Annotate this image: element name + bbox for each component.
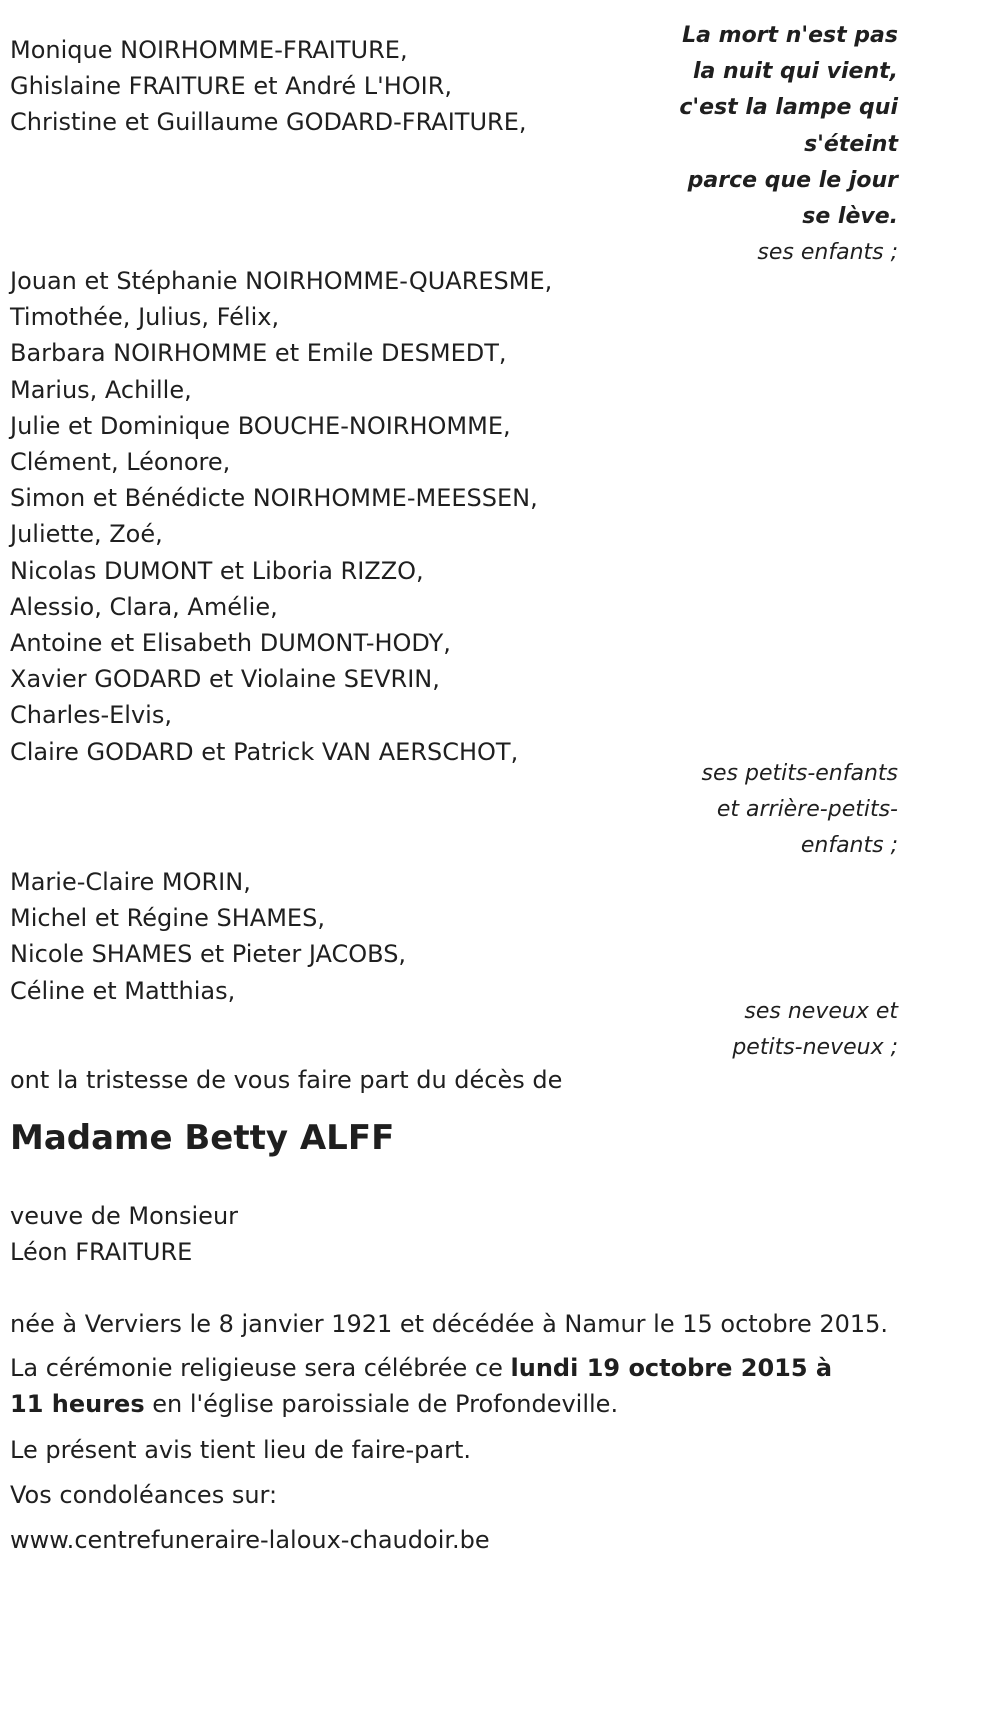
- list-item: Nicolas DUMONT et Liboria RIZZO,: [10, 556, 424, 585]
- list-item: Michel et Régine SHAMES,: [10, 904, 325, 933]
- grandchildren-list: [10, 263, 552, 770]
- ceremony-suffix: en l'église paroissiale de Profondeville.: [144, 1390, 619, 1418]
- list-item: Timothée, Julius, Félix,: [10, 303, 280, 332]
- announcement-intro: ont la tristesse de vous faire part du décès de: [10, 1066, 563, 1094]
- list-item: Monique NOIRHOMME-FRAITURE,: [10, 36, 408, 64]
- widow-of-line: veuve de Monsieur: [10, 1202, 239, 1230]
- list-item: Simon et Bénédicte NOIRHOMME-MEESSEN,: [10, 484, 538, 513]
- list-item: Marius, Achille,: [10, 375, 192, 404]
- notice: Le présent avis tient lieu de faire-part.: [10, 1436, 472, 1464]
- list-item: Alessio, Clara, Amélie,: [10, 592, 278, 621]
- poem-line: c'est la lampe qui: [679, 95, 898, 121]
- label-line: enfants ;: [800, 833, 898, 859]
- list-item: Ghislaine FRAITURE et André L'HOIR,: [10, 72, 453, 101]
- list-item: Barbara NOIRHOMME et Emile DESMEDT,: [10, 339, 507, 368]
- children-label: ses enfants ;: [757, 240, 898, 266]
- birth-death: née à Verviers le 8 janvier 1921 et décédée à Namur le 15 octobre 2015.: [10, 1310, 889, 1338]
- list-item: Marie-Claire MORIN,: [10, 868, 251, 896]
- list-item: Céline et Matthias,: [10, 976, 236, 1005]
- label-line: petits-neveux ;: [732, 1035, 898, 1061]
- list-item: Nicole SHAMES et Pieter JACOBS,: [10, 940, 407, 969]
- nephews-list: [10, 864, 406, 1009]
- label-line: ses neveux et: [744, 999, 898, 1024]
- ceremony-details: [10, 1350, 870, 1422]
- widow-of: [10, 1198, 238, 1270]
- list-item: Christine et Guillaume GODARD-FRAITURE,: [10, 108, 527, 137]
- ceremony-prefix: La cérémonie religieuse sera célébrée ce: [10, 1354, 511, 1382]
- list-item: Clément, Léonore,: [10, 448, 231, 477]
- poem-line: se lève.: [802, 204, 898, 230]
- list-item: Julie et Dominique BOUCHE-NOIRHOMME,: [10, 411, 511, 440]
- condolences-label: Vos condoléances sur:: [10, 1481, 278, 1509]
- poem-line: s'éteint: [804, 131, 898, 157]
- poem-line: La mort n'est pas: [682, 23, 898, 48]
- ceremony-date-time: lundi 19 octobre 2015 à 11 heures: [10, 1354, 833, 1418]
- label-line: ses petits-enfants: [701, 761, 898, 786]
- children-list: [10, 32, 526, 141]
- poem-line: parce que le jour: [687, 167, 898, 193]
- nephews-label: [732, 994, 898, 1066]
- widow-of-line: Léon FRAITURE: [10, 1238, 193, 1266]
- poem-line: la nuit qui vient,: [692, 59, 898, 85]
- grandchildren-label: [702, 756, 898, 865]
- list-item: Charles-Elvis,: [10, 701, 172, 730]
- list-item: Jouan et Stéphanie NOIRHOMME-QUARESME,: [10, 267, 553, 295]
- label-line: et arrière-petits-: [716, 797, 898, 823]
- list-item: Xavier GODARD et Violaine SEVRIN,: [10, 665, 440, 694]
- website-link[interactable]: www.centrefuneraire-laloux-chaudoir.be: [10, 1526, 490, 1554]
- deceased-name: Madame Betty ALFF: [10, 1118, 395, 1158]
- list-item: Antoine et Elisabeth DUMONT-HODY,: [10, 629, 451, 658]
- list-item: Juliette, Zoé,: [10, 520, 163, 549]
- list-item: Claire GODARD et Patrick VAN AERSCHOT,: [10, 737, 519, 766]
- poem-block: [679, 18, 898, 271]
